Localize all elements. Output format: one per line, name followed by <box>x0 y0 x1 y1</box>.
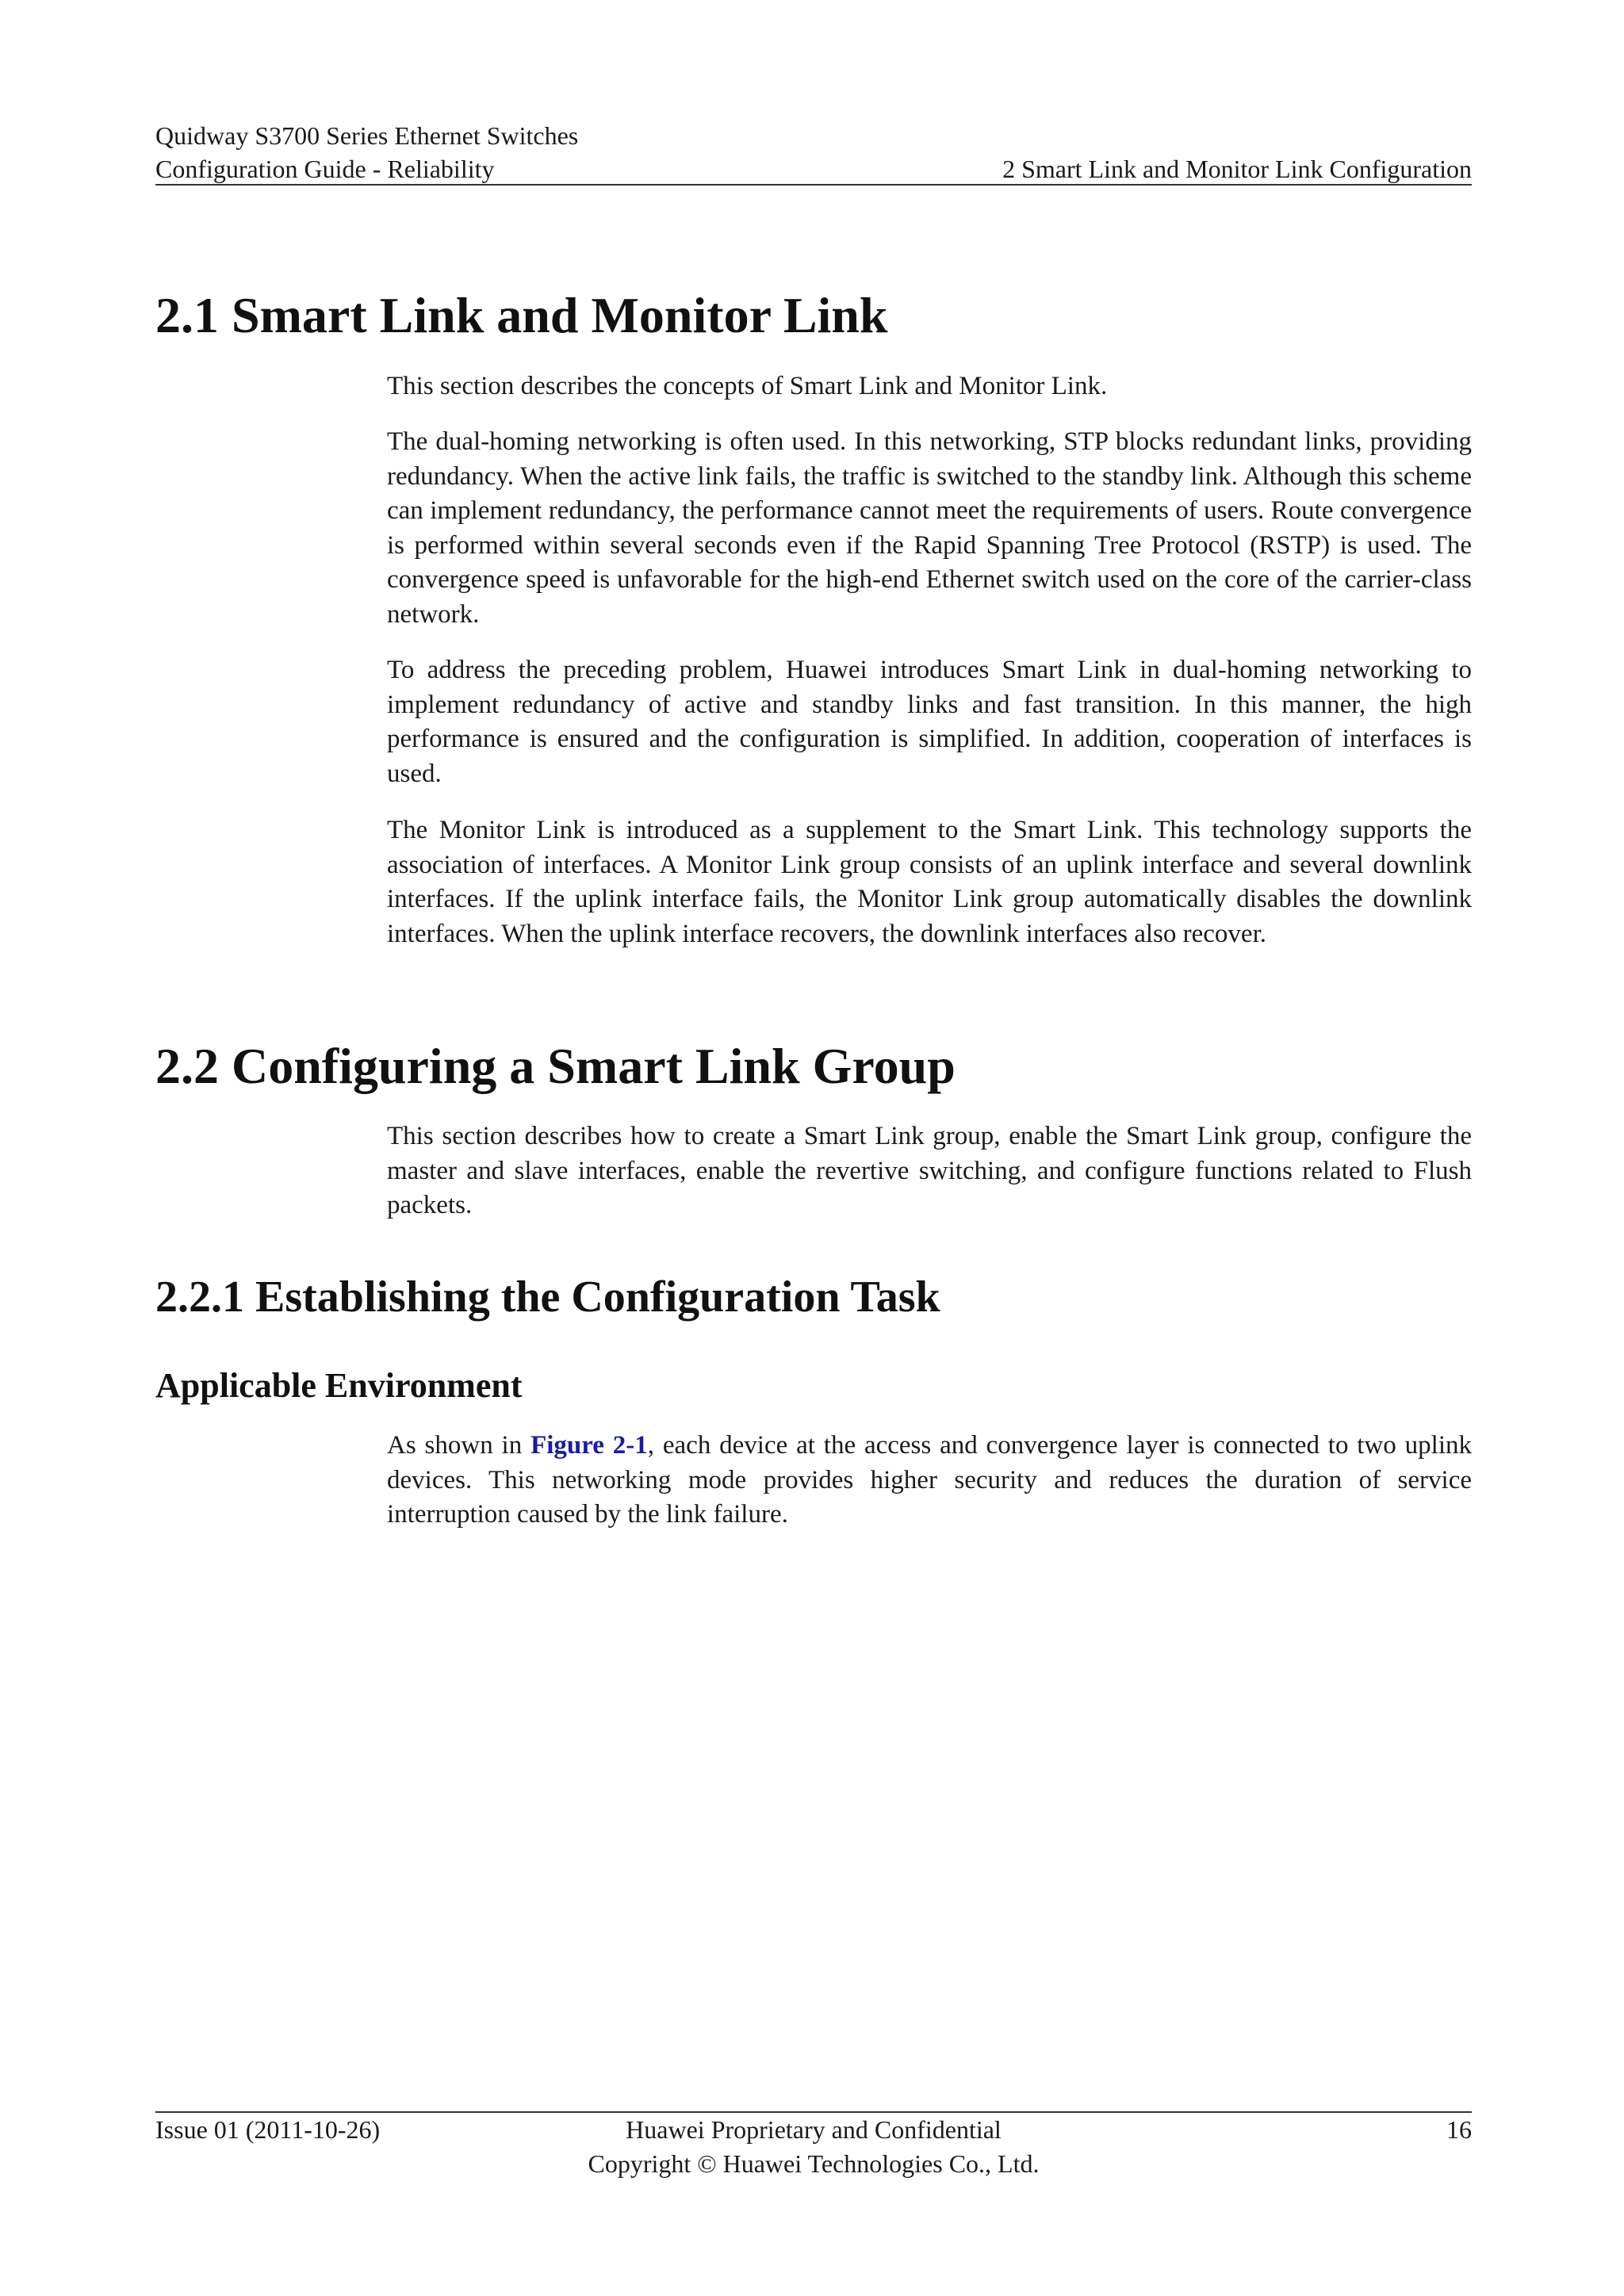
section-2-1-para-1: This section describes the concepts of Smart Link and Monitor Link. <box>387 372 1108 400</box>
section-2-1-para-3: To address the preceding problem, Huawei introduces Smart Link in dual-homing networking to implement redundancy of active and standby links and fast transition. In this manner, the high performance is ensured and the configuration is simplified. In addition, cooperation of interfaces is used. <box>387 656 1472 788</box>
header-doc-title: Quidway S3700 Series Ethernet Switches <box>155 121 579 150</box>
figure-2-1-link[interactable]: Figure 2-1 <box>530 1431 648 1460</box>
applicable-environment-para <box>387 1429 1472 1533</box>
header-guide: Configuration Guide - Reliability <box>155 155 495 183</box>
page-header <box>155 119 1472 186</box>
para-text-after-link: , each device at the access and convergence layer is connected to two uplink devices. This networking mode provides higher security and reduces the duration of service interruption caused by the link failure. <box>387 1431 1472 1529</box>
section-2-2-title: 2.2 Configuring a Smart Link Group <box>155 1038 956 1094</box>
footer-page-number: 16 <box>1446 2115 1472 2144</box>
footer-proprietary: Huawei Proprietary and Confidential <box>626 2115 1002 2144</box>
footer-copyright: Copyright © Huawei Technologies Co., Ltd. <box>588 2149 1040 2178</box>
section-2-2-para-1: This section describes how to create a Smart Link group, enable the Smart Link group, configure the master and slave interfaces, enable the revertive switching, and configure functions related to Flush packets. <box>387 1122 1472 1219</box>
para-text-before-link: As shown in <box>387 1431 531 1460</box>
header-chapter: 2 Smart Link and Monitor Link Configuration <box>1002 155 1472 183</box>
applicable-environment-heading: Applicable Environment <box>155 1366 523 1405</box>
section-2-2-1-title: 2.2.1 Establishing the Configuration Task <box>155 1272 940 1322</box>
footer-center <box>155 2113 1472 2181</box>
section-2-1-para-2: The dual-homing networking is often used. In this networking, STP blocks redundant links, providing redundancy. When the active link fails, the traffic is switched to the standby link. Although this scheme can implement redundancy, the performance cannot meet the requirements of users. Route convergence is performed within several seconds even if the Rapid Spanning Tree Protocol (RSTP) is used. The convergence speed is unfavorable for the high-end Ethernet switch used on the core of the carrier-class network. <box>387 427 1472 629</box>
footer-issue: Issue 01 (2011-10-26) <box>155 2115 381 2144</box>
header-divider <box>155 184 1472 186</box>
section-2-1-title: 2.1 Smart Link and Monitor Link <box>155 287 888 343</box>
section-2-1-para-4: The Monitor Link is introduced as a supplement to the Smart Link. This technology supports the association of interfaces. A Monitor Link group consists of an uplink interface and several downlink interfaces. If the uplink interface fails, the Monitor Link group automatically disables the downlink interfaces. When the uplink interface recovers, the downlink interfaces also recover. <box>387 816 1472 948</box>
